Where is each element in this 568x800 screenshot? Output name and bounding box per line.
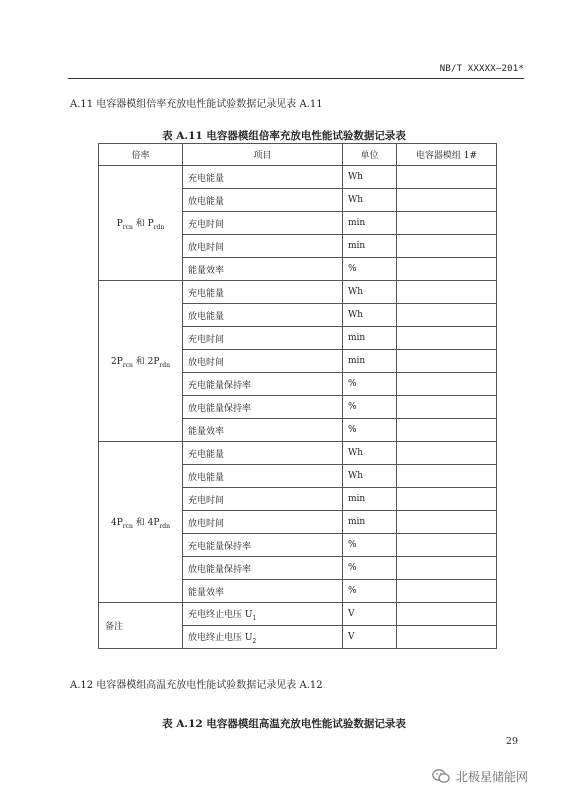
- table-row: [99, 166, 497, 189]
- unit-cell: Wh: [343, 281, 397, 304]
- value-cell[interactable]: [397, 350, 497, 373]
- rate-sub2: rdn: [153, 223, 165, 231]
- item-cell: 充电能量: [183, 442, 343, 465]
- rate-sub2: rdn: [159, 522, 170, 530]
- rate-sub1: rcn: [122, 522, 133, 530]
- value-cell[interactable]: [397, 189, 497, 212]
- section-a12-intro: A.12 电容器模组高温充放电性能试验数据记录见表 A.12: [70, 680, 323, 691]
- rate-sub2: rdn: [159, 361, 170, 369]
- unit-cell: %: [343, 373, 397, 396]
- unit-cell: %: [343, 396, 397, 419]
- value-cell[interactable]: [397, 511, 497, 534]
- value-cell[interactable]: [397, 442, 497, 465]
- value-cell[interactable]: [397, 235, 497, 258]
- watermark: [432, 766, 562, 786]
- value-cell[interactable]: [397, 166, 497, 189]
- column-header-module: 电容器模组 1#: [397, 144, 497, 166]
- value-cell[interactable]: [397, 304, 497, 327]
- unit-cell: Wh: [343, 465, 397, 488]
- item-cell: 能量效率: [183, 419, 343, 442]
- table-header-row: [99, 144, 497, 166]
- rate-sub1: rcn: [122, 223, 133, 231]
- item-cell: 充电时间: [183, 327, 343, 350]
- watermark-text: 北极星储能网: [456, 769, 529, 784]
- rate-main: 2P: [111, 356, 123, 367]
- item-cell: 充电能量保持率: [183, 373, 343, 396]
- unit-cell: %: [343, 534, 397, 557]
- item-cell: 放电能量: [183, 189, 343, 212]
- unit-cell: min: [343, 488, 397, 511]
- value-cell[interactable]: [397, 373, 497, 396]
- value-cell[interactable]: [397, 419, 497, 442]
- table-a11-title: 表 A.11 电容器模组倍率充放电性能试验数据记录表: [162, 130, 406, 142]
- value-cell[interactable]: [397, 212, 497, 235]
- unit-cell: V: [343, 626, 397, 649]
- table-row: [99, 281, 497, 304]
- unit-cell: Wh: [343, 304, 397, 327]
- unit-cell: %: [343, 580, 397, 603]
- unit-cell: min: [343, 511, 397, 534]
- wechat-icon: [432, 768, 450, 784]
- item-cell: [183, 603, 343, 626]
- item-cell: [183, 626, 343, 649]
- item-cell: 放电时间: [183, 350, 343, 373]
- value-cell[interactable]: [397, 557, 497, 580]
- value-cell[interactable]: [397, 258, 497, 281]
- unit-cell: min: [343, 235, 397, 258]
- notes-label: 备注: [99, 603, 183, 649]
- table-row: [99, 603, 497, 626]
- unit-cell: min: [343, 350, 397, 373]
- page-number: 29: [505, 736, 518, 747]
- value-cell[interactable]: [397, 626, 497, 649]
- table-a11: [98, 143, 497, 649]
- section-a11-intro: A.11 电容器模组倍率充放电性能试验数据记录见表 A.11: [70, 99, 323, 110]
- item-text: 充电终止电压 U: [188, 609, 253, 620]
- rate-cell: [99, 281, 183, 442]
- item-cell: 放电能量保持率: [183, 396, 343, 419]
- unit-cell: Wh: [343, 166, 397, 189]
- rate-sub1: rcn: [122, 361, 133, 369]
- item-cell: 能量效率: [183, 580, 343, 603]
- value-cell[interactable]: [397, 488, 497, 511]
- rate-main: P: [116, 218, 123, 229]
- value-cell[interactable]: [397, 396, 497, 419]
- rate-mid: 和 4P: [132, 517, 160, 528]
- item-cell: 放电时间: [183, 235, 343, 258]
- item-cell: 放电能量: [183, 304, 343, 327]
- value-cell[interactable]: [397, 281, 497, 304]
- item-cell: 充电能量保持率: [183, 534, 343, 557]
- item-cell: 放电时间: [183, 511, 343, 534]
- value-cell[interactable]: [397, 327, 497, 350]
- unit-cell: %: [343, 258, 397, 281]
- rate-mid: 和 2P: [132, 356, 160, 367]
- column-header-rate: 倍率: [99, 144, 183, 166]
- table-a11-body: [99, 166, 497, 649]
- column-header-item: 项目: [183, 144, 343, 166]
- rate-cell: [99, 442, 183, 603]
- value-cell[interactable]: [397, 465, 497, 488]
- item-subscript: 2: [252, 637, 257, 645]
- item-cell: 充电能量: [183, 166, 343, 189]
- document-code: NB/T XXXXX—201*: [439, 64, 524, 74]
- item-cell: 充电能量: [183, 281, 343, 304]
- header-rule: [68, 78, 524, 79]
- rate-main: 4P: [111, 517, 123, 528]
- unit-cell: min: [343, 327, 397, 350]
- item-text: 放电终止电压 U: [188, 632, 253, 643]
- item-cell: 能量效率: [183, 258, 343, 281]
- value-cell[interactable]: [397, 534, 497, 557]
- item-subscript: 1: [252, 614, 257, 622]
- unit-cell: Wh: [343, 442, 397, 465]
- unit-cell: V: [343, 603, 397, 626]
- column-header-unit: 单位: [343, 144, 397, 166]
- item-cell: 放电能量: [183, 465, 343, 488]
- item-cell: 充电时间: [183, 212, 343, 235]
- table-a12-title: 表 A.12 电容器模组高温充放电性能试验数据记录表: [162, 718, 406, 730]
- rate-cell: [99, 166, 183, 281]
- unit-cell: Wh: [343, 189, 397, 212]
- unit-cell: %: [343, 419, 397, 442]
- rate-mid: 和 P: [132, 218, 154, 229]
- table-row: [99, 442, 497, 465]
- unit-cell: %: [343, 557, 397, 580]
- unit-cell: min: [343, 212, 397, 235]
- item-cell: 放电能量保持率: [183, 557, 343, 580]
- item-cell: 充电时间: [183, 488, 343, 511]
- value-cell[interactable]: [397, 580, 497, 603]
- value-cell[interactable]: [397, 603, 497, 626]
